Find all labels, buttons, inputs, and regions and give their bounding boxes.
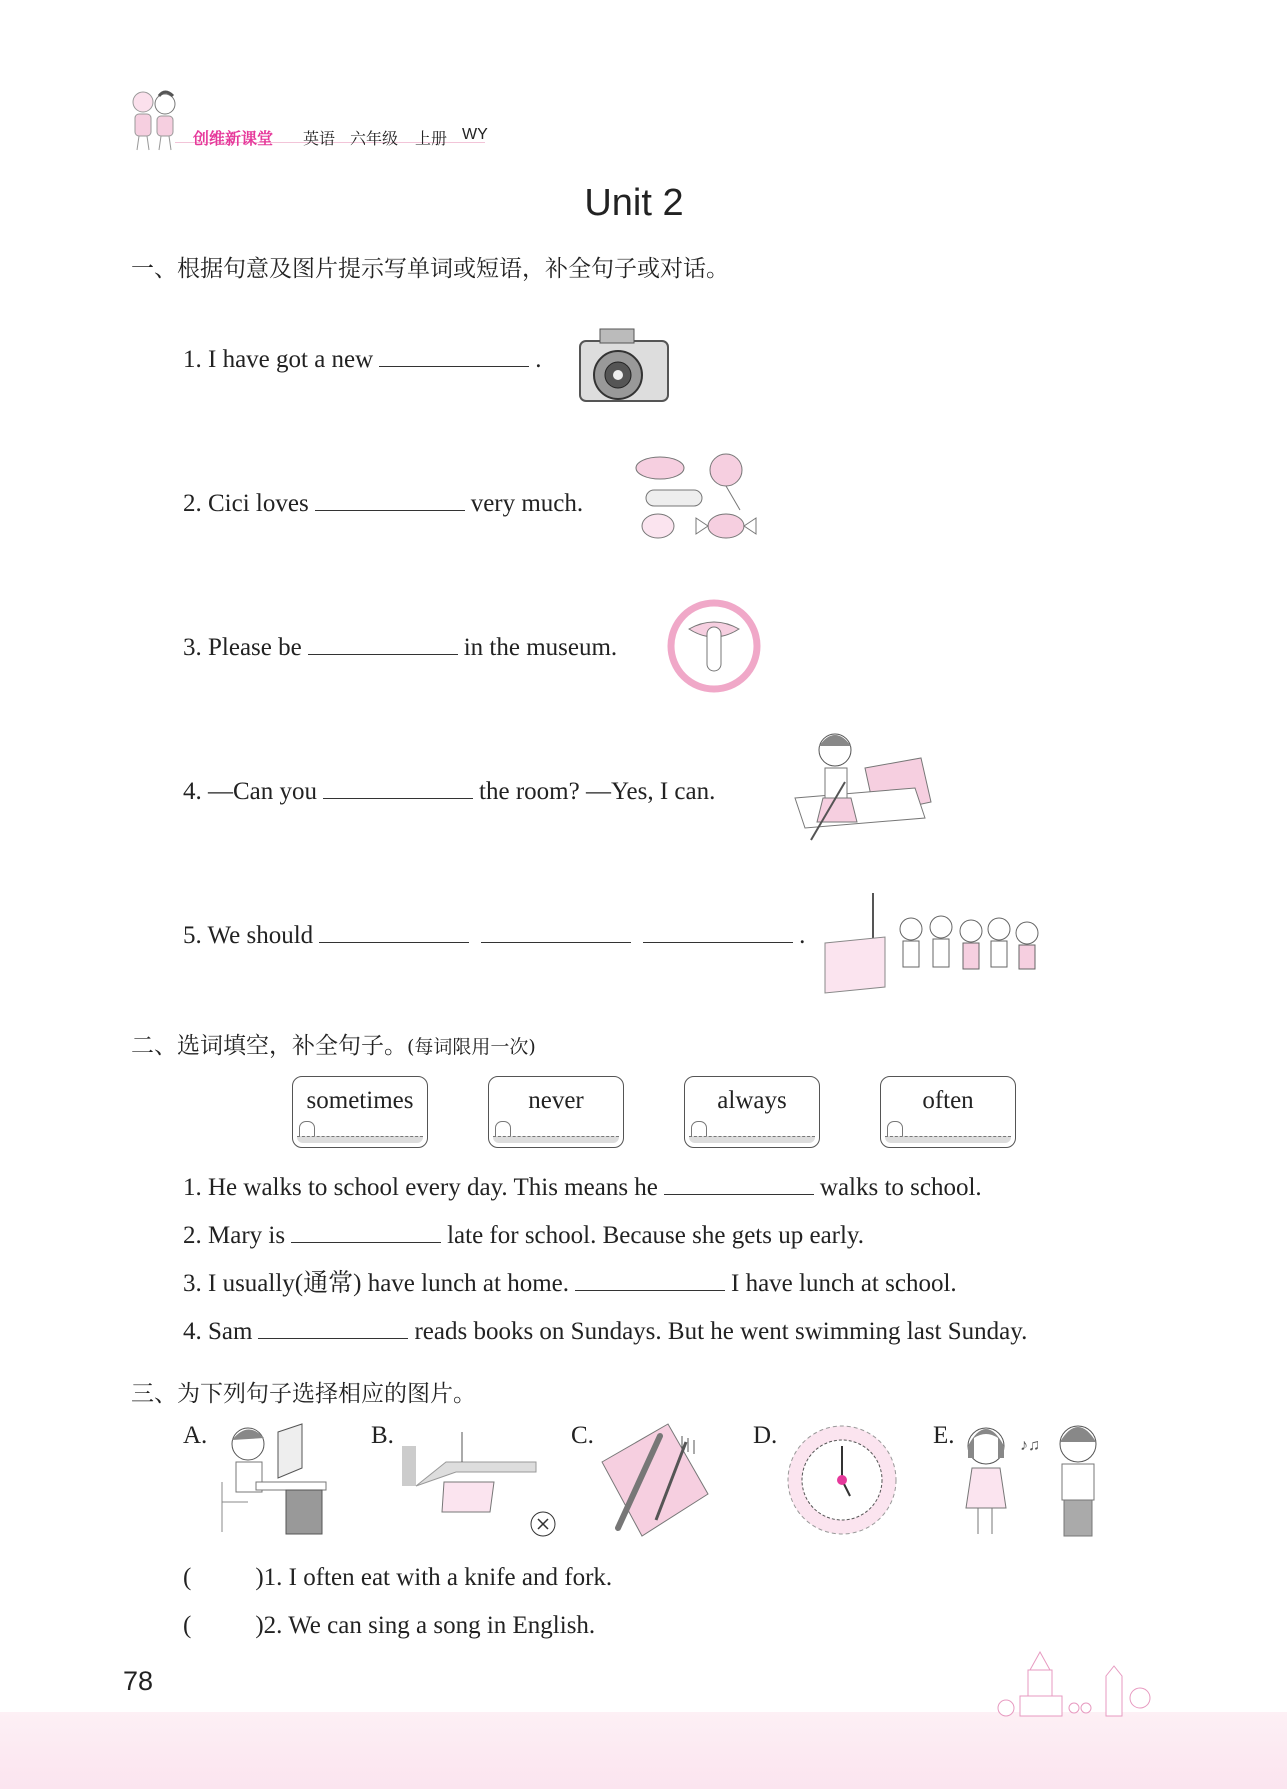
option-d-label: D. (753, 1422, 778, 1449)
answer-blank[interactable] (323, 776, 473, 799)
brand-name: 创维新课堂 (193, 131, 274, 148)
candies-icon (628, 454, 762, 545)
page-title: Unit 2 (584, 182, 684, 224)
option-a-label: A. (183, 1422, 208, 1449)
volume: 上册 (415, 131, 448, 148)
answer-blank[interactable] (315, 488, 465, 511)
subject: 英语 (303, 131, 336, 148)
s1-question-3: 3. Please be in the museum. (183, 634, 618, 661)
s2-question-4: 4. Sam reads books on Sundays. But he went swimming last Sunday. (183, 1318, 1028, 1345)
option-b-label: B. (371, 1422, 394, 1449)
word-card-sometimes: sometimes (292, 1076, 428, 1148)
s3-question-2: ( )2. We can sing a song in English. (183, 1612, 596, 1639)
knife-and-fork-icon (602, 1422, 712, 1540)
s1-question-5: 5. We should . (183, 922, 806, 949)
kids-flag-raising-icon (821, 893, 1055, 996)
footer-band (0, 1712, 1287, 1789)
music-note-icon: ♪♫ (1020, 1437, 1040, 1454)
answer-blank[interactable] (379, 344, 529, 367)
answer-blank[interactable] (664, 1172, 814, 1195)
kids-singing-icon (958, 1420, 1118, 1544)
clock-icon (784, 1422, 900, 1538)
answer-blank[interactable] (308, 632, 458, 655)
answer-blank[interactable] (319, 920, 469, 943)
page-number: 78 (123, 1666, 154, 1696)
kids-logo-icon (125, 88, 185, 154)
grade: 六年级 (350, 131, 399, 148)
word-card-never: never (488, 1076, 624, 1148)
s2-question-2: 2. Mary is late for school. Because she gets up early. (183, 1222, 865, 1249)
section1-heading: 一、根据句意及图片提示写单词或短语，补全句子或对话。 (131, 256, 729, 282)
reading-in-bed-forbidden-icon (400, 1422, 550, 1540)
s2-question-3: 3. I usually(通常) have lunch at home. I have lunch at school. (183, 1270, 957, 1297)
option-e-label: E. (933, 1422, 955, 1449)
section3-heading: 三、为下列句子选择相应的图片。 (131, 1381, 476, 1407)
s1-question-4: 4. —Can you the room? —Yes, I can. (183, 778, 716, 805)
answer-blank[interactable] (575, 1268, 725, 1291)
castle-decoration-icon (990, 1650, 1170, 1720)
s1-question-1: 1. I have got a new . (183, 346, 542, 373)
answer-blank[interactable] (291, 1220, 441, 1243)
camera-icon (576, 325, 673, 411)
section2-note: (每词限用一次) (407, 1036, 536, 1058)
word-card-often: often (880, 1076, 1016, 1148)
boy-using-computer-icon (212, 1422, 332, 1540)
s3-question-1: ( )1. I often eat with a knife and fork. (183, 1564, 613, 1591)
option-c-label: C. (571, 1422, 594, 1449)
answer-blank[interactable] (481, 920, 631, 943)
answer-blank[interactable] (643, 920, 793, 943)
header (125, 88, 495, 156)
word-card-always: always (684, 1076, 820, 1148)
answer-blank[interactable] (258, 1316, 408, 1339)
girl-cleaning-room-icon (785, 728, 936, 850)
s1-question-2: 2. Cici loves very much. (183, 490, 584, 517)
quiet-sign-icon (667, 599, 762, 694)
section2-heading: 二、选词填空，补全句子。(每词限用一次) (131, 1033, 536, 1059)
s2-question-1: 1. He walks to school every day. This means he walks to school. (183, 1174, 982, 1201)
edition: WY (462, 126, 488, 143)
